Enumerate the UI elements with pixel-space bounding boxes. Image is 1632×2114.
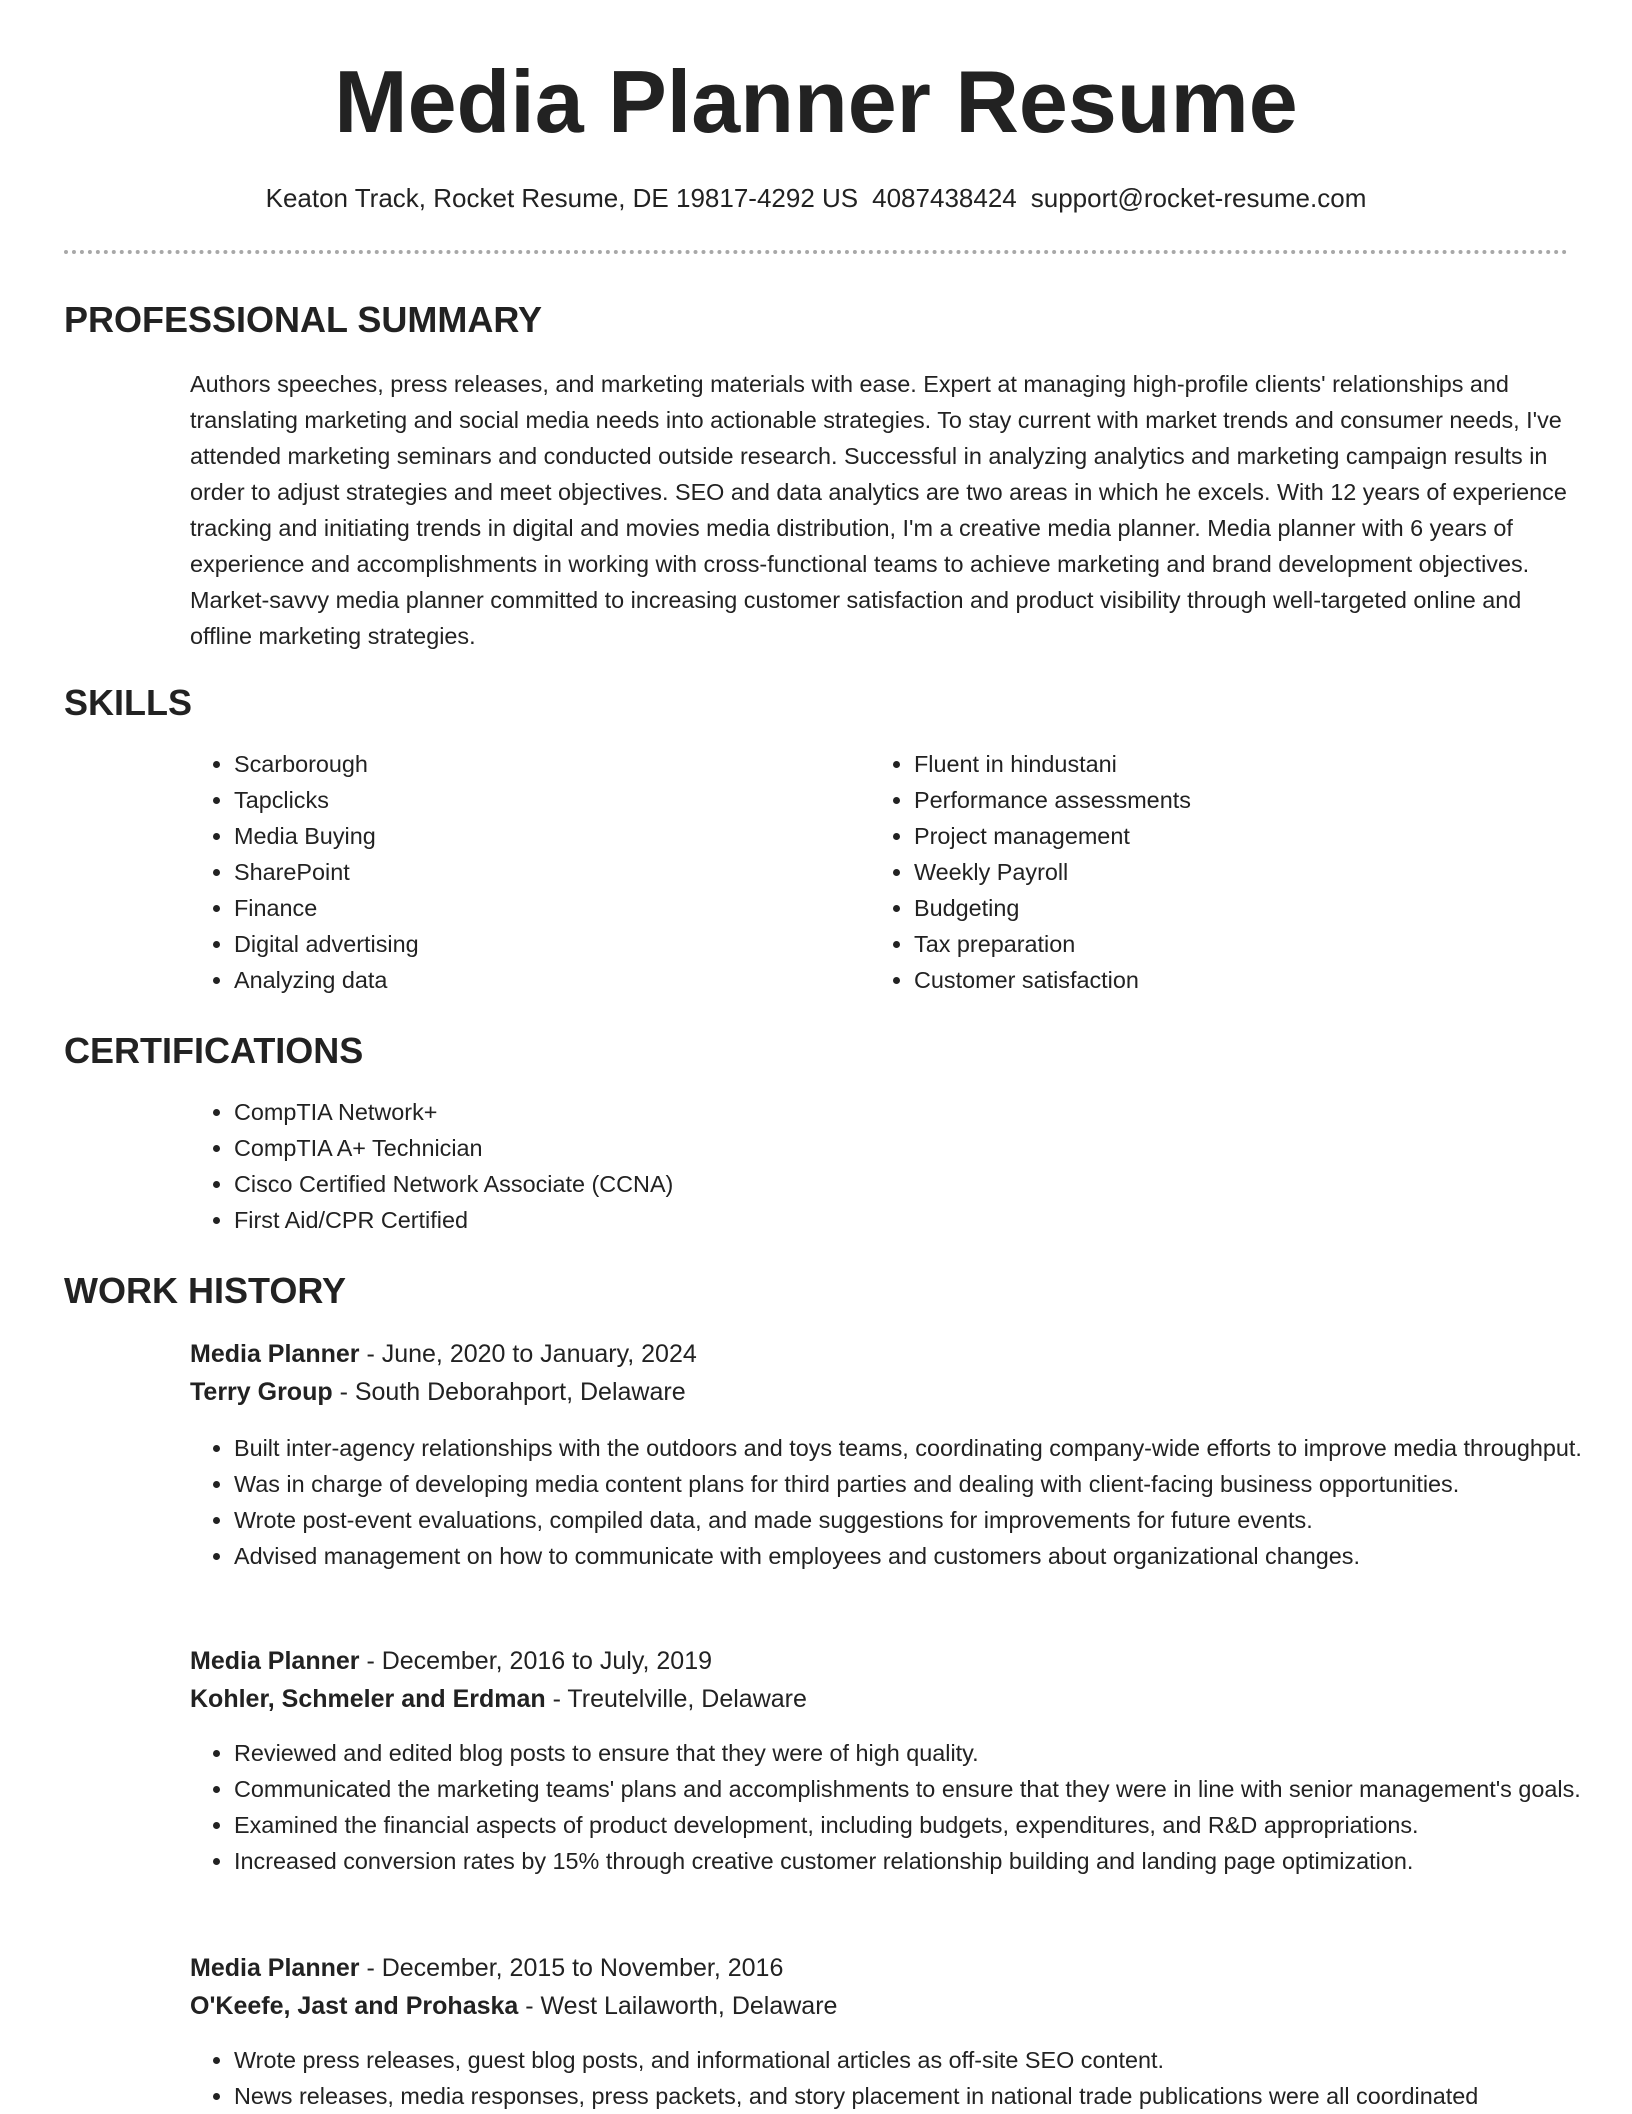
list-item: • CompTIA A+ Technician [234, 1130, 1534, 1166]
job-bullets [190, 1735, 1618, 1879]
list-item: • CompTIA Network+ [234, 1094, 1534, 1130]
page-title: Media Planner Resume [334, 52, 1298, 151]
contact-line [64, 180, 1568, 216]
list-item: • Examined the financial aspects of product development, including budgets, expenditures, and R&D appropriations. [234, 1807, 1618, 1843]
list-item: • News releases, media responses, press packets, and story placement in national trade publications were all coordinated [234, 2078, 1618, 2114]
job-title: Media Planner [190, 1647, 360, 1675]
list-item: • Reviewed and edited blog posts to ensure that they were of high quality. [234, 1735, 1618, 1771]
job-location: - Treutelville, Delaware [545, 1685, 807, 1713]
list-item: • First Aid/CPR Certified [234, 1202, 1534, 1238]
job-bullets [190, 1430, 1618, 1574]
job-title-line [190, 1642, 712, 1680]
list-item: • Tax preparation [914, 926, 1514, 962]
job-title-line [190, 1335, 697, 1373]
skills-list-left [190, 746, 834, 998]
list-item: • Wrote press releases, guest blog posts, and informational articles as off-site SEO content. [234, 2042, 1618, 2078]
section-heading-skills: SKILLS [64, 682, 193, 723]
job-bullets [190, 2042, 1618, 2114]
job-dates: - June, 2020 to January, 2024 [359, 1340, 697, 1368]
job-title: Media Planner [190, 1340, 360, 1368]
contact-phone: 4087438424 [872, 183, 1017, 213]
section-heading-work-history: WORK HISTORY [64, 1270, 347, 1311]
contact-address: Keaton Track, Rocket Resume, DE 19817-4292 US [265, 183, 859, 213]
list-item: • Analyzing data [234, 962, 834, 998]
list-item: • Was in charge of developing media content plans for third parties and dealing with client-facing business opportunities. [234, 1466, 1618, 1502]
job-company-line [190, 1987, 837, 2025]
job-company: Kohler, Schmeler and Erdman [190, 1685, 546, 1713]
job-dates: - December, 2015 to November, 2016 [359, 1954, 784, 1982]
list-item: • Finance [234, 890, 834, 926]
job-title: Media Planner [190, 1954, 360, 1982]
job-location: - West Lailaworth, Delaware [518, 1992, 838, 2020]
list-item: • Wrote post-event evaluations, compiled data, and made suggestions for improvements for future events. [234, 1502, 1618, 1538]
job-company-line [190, 1680, 807, 1718]
certifications-list [190, 1094, 1534, 1238]
skills-list-right [870, 746, 1514, 998]
list-item: • Advised management on how to communicate with employees and customers about organizational changes. [234, 1538, 1618, 1574]
list-item: • Fluent in hindustani [914, 746, 1514, 782]
list-item: • Increased conversion rates by 15% through creative customer relationship building and landing page optimization. [234, 1843, 1618, 1879]
job-company-line [190, 1373, 686, 1411]
section-heading-certifications: CERTIFICATIONS [64, 1030, 364, 1071]
job-company: Terry Group [190, 1378, 333, 1406]
list-item: • SharePoint [234, 854, 834, 890]
job-company: O'Keefe, Jast and Prohaska [190, 1992, 519, 2020]
header-divider [64, 250, 1568, 254]
job-title-line [190, 1949, 783, 1987]
list-item: • Project management [914, 818, 1514, 854]
section-heading-summary: PROFESSIONAL SUMMARY [64, 299, 543, 340]
list-item: • Performance assessments [914, 782, 1514, 818]
summary-text: Authors speeches, press releases, and marketing materials with ease. Expert at managing high-profile clients' relationships and translating marketing and social media needs into actionable strategies. To stay current with market trends and consumer needs, I've attended marketing seminars and conducted outside research. Successful in analyzing analytics and marketing campaign results in order to adjust strategies and meet objectives. SEO and data analytics are two areas in which he excels. With 12 years of experience tracking and initiating trends in digital and movies media distribution, I'm a creative media planner. Media planner with 6 years of experience and accomplishments in working with cross-functional teams to achieve marketing and brand development objectives. Market-savvy media planner committed to increasing customer satisfaction and product visibility through well-targeted online and offline marketing strategies. [190, 371, 1567, 649]
list-item: • Tapclicks [234, 782, 834, 818]
list-item: • Weekly Payroll [914, 854, 1514, 890]
job-dates: - December, 2016 to July, 2019 [359, 1647, 713, 1675]
list-item: • Budgeting [914, 890, 1514, 926]
job-location: - South Deborahport, Delaware [332, 1378, 686, 1406]
list-item: • Cisco Certified Network Associate (CCNA) [234, 1166, 1534, 1202]
list-item: • Built inter-agency relationships with the outdoors and toys teams, coordinating company-wide efforts to improve media throughput. [234, 1430, 1618, 1466]
list-item: • Scarborough [234, 746, 834, 782]
list-item: • Media Buying [234, 818, 834, 854]
list-item: • Communicated the marketing teams' plans and accomplishments to ensure that they were in line with senior management's goals. [234, 1771, 1618, 1807]
list-item: • Digital advertising [234, 926, 834, 962]
list-item: • Customer satisfaction [914, 962, 1514, 998]
contact-email: support@rocket-resume.com [1030, 183, 1367, 213]
